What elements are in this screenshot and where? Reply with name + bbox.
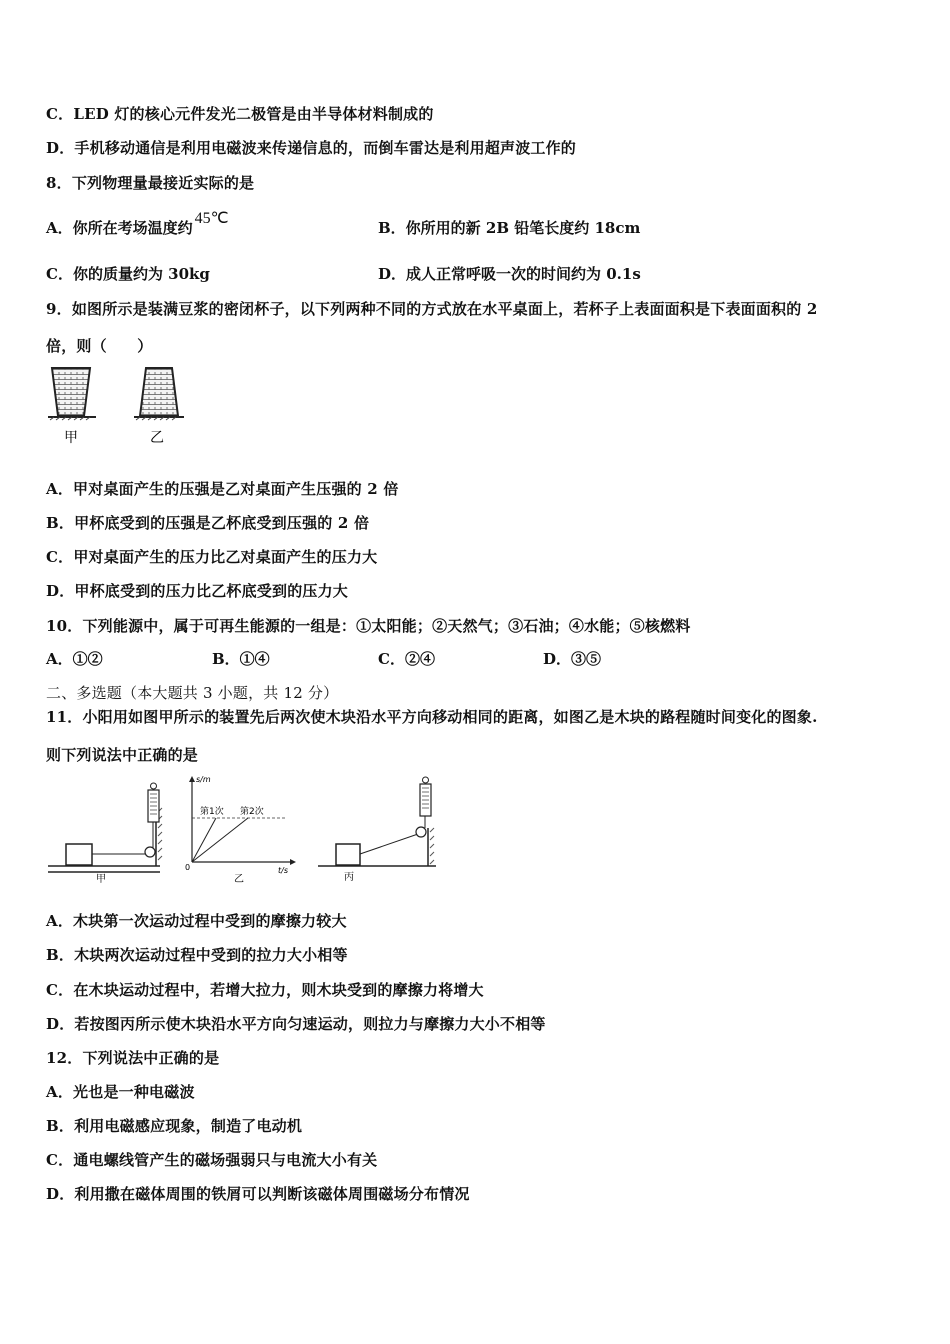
- q10-option-d: D．③⑤: [543, 650, 602, 668]
- block-jia: [66, 844, 92, 865]
- apparatus-jia: [48, 783, 162, 885]
- q9-option-b: B．甲杯底受到的压强是乙杯底受到压强的 2 倍: [46, 514, 370, 532]
- q11-option-c: C．在木块运动过程中，若增大拉力，则木块受到的摩擦力将增大: [46, 981, 484, 999]
- q8-option-a-text: A．你所在考场温度约: [46, 219, 193, 237]
- q9-stem-line2: 倍，则（ ）: [46, 337, 153, 355]
- q10-option-b: B．①④: [212, 650, 270, 668]
- q12-option-a: A．光也是一种电磁波: [46, 1083, 195, 1101]
- q11-figure: [44, 770, 439, 888]
- pulley-bing: [416, 827, 426, 837]
- q8-option-c: C．你的质量约为 30kg: [46, 265, 210, 283]
- graph-label-second: 第2次: [240, 807, 264, 817]
- q12-option-b: B．利用电磁感应现象，制造了电动机: [46, 1117, 303, 1135]
- graph-yi: [185, 775, 296, 885]
- graph-xlabel: t/s: [278, 866, 288, 875]
- fig11-label-bing: 丙: [344, 872, 354, 883]
- graph-label-first: 第1次: [200, 807, 224, 817]
- q10-stem: 10．下列能源中，属于可再生能源的一组是：①太阳能；②天然气；③石油；④水能；⑤核燃料: [46, 617, 691, 635]
- apparatus-bing: [318, 777, 436, 883]
- q8-option-a: [46, 210, 229, 238]
- graph-origin: 0: [185, 863, 191, 872]
- graph-ylabel: s/m: [196, 775, 211, 784]
- fig11-label-jia: 甲: [96, 874, 106, 885]
- q10-option-c: C．②④: [378, 650, 435, 668]
- graph-line-second: [192, 818, 248, 862]
- block-bing: [336, 844, 360, 865]
- q7-option-d: D．手机移动通信是利用电磁波来传递信息的，而倒车雷达是利用超声波工作的: [46, 139, 577, 157]
- q8-option-b: B．你所用的新 2B 铅笔长度约 18cm: [378, 219, 641, 237]
- q8-stem: 8．下列物理量最接近实际的是: [46, 174, 255, 192]
- graph-line-first: [192, 818, 216, 862]
- q9-figure: [44, 362, 189, 450]
- q12-stem: 12．下列说法中正确的是: [46, 1049, 220, 1067]
- q9-option-c: C．甲对桌面产生的压力比乙对桌面产生的压力大: [46, 548, 378, 566]
- q9-option-d: D．甲杯底受到的压力比乙杯底受到的压力大: [46, 582, 349, 600]
- q11-option-a: A．木块第一次运动过程中受到的摩擦力较大: [46, 912, 347, 930]
- q10-option-a: A．①②: [46, 650, 103, 668]
- section2-heading: 二、多选题（本大题共 3 小题，共 12 分）: [46, 684, 339, 702]
- fig11-label-yi: 乙: [234, 874, 244, 885]
- q11-stem-line2: 则下列说法中正确的是: [46, 746, 199, 764]
- q11-stem-line1: 11．小阳用如图甲所示的装置先后两次使木块沿水平方向移动相同的距离，如图乙是木块的路程随时间变化的图象.: [46, 708, 818, 726]
- q12-option-d: D．利用撒在磁体周围的铁屑可以判断该磁体周围磁场分布情况: [46, 1185, 470, 1203]
- q11-option-b: B．木块两次运动过程中受到的拉力大小相等: [46, 946, 348, 964]
- q12-option-c: C．通电螺线管产生的磁场强弱只与电流大小有关: [46, 1151, 378, 1169]
- q8-option-d: D．成人正常呼吸一次的时间约为 0.1s: [378, 265, 641, 283]
- q8-option-a-temp: 45℃: [194, 210, 229, 227]
- q9-option-a: A．甲对桌面产生的压强是乙对桌面产生压强的 2 倍: [46, 480, 399, 498]
- pulley-jia: [145, 847, 155, 857]
- q9-stem-line1: 9．如图所示是装满豆浆的密闭杯子，以下列两种不同的方式放在水平桌面上，若杯子上表面面积是下表面面积的 2: [46, 300, 818, 318]
- fig9-label-jia: 甲: [64, 430, 78, 446]
- cup-yi: [134, 368, 184, 420]
- fig9-label-yi: 乙: [150, 430, 164, 446]
- cup-jia: [48, 368, 96, 420]
- q7-option-c: C．LED 灯的核心元件发光二极管是由半导体材料制成的: [46, 105, 434, 123]
- q11-option-d: D．若按图丙所示使木块沿水平方向匀速运动，则拉力与摩擦力大小不相等: [46, 1015, 546, 1033]
